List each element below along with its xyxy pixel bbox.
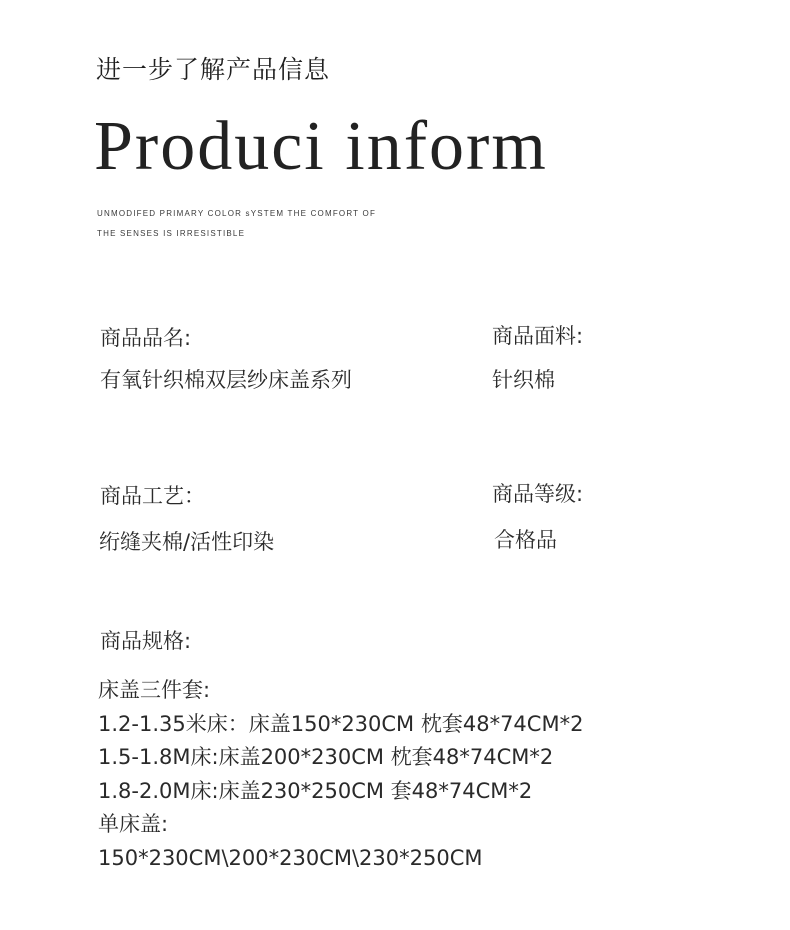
section-heading: 进一步了解产品信息 bbox=[96, 55, 331, 84]
tagline-line-2: THE SENSES IS IRRESISTIBLE bbox=[97, 229, 246, 238]
spec-line: 单床盖: bbox=[98, 812, 169, 836]
tagline-line-1: UNMODIFED PRIMARY COLOR sYSTEM THE COMFORT OF bbox=[97, 209, 377, 218]
grade-label: 商品等级: bbox=[492, 482, 584, 506]
spec-line: 1.5-1.8M床:床盖200*230CM 枕套48*74CM*2 bbox=[98, 745, 554, 769]
name-label: 商品品名: bbox=[100, 326, 192, 350]
grade-value: 合格品 bbox=[494, 528, 557, 552]
english-title: Produci inform bbox=[94, 108, 548, 185]
craft-label: 商品工艺： bbox=[100, 484, 205, 508]
craft-value: 绗缝夹棉/活性印染 bbox=[99, 530, 275, 554]
fabric-value: 针织棉 bbox=[492, 368, 555, 392]
spec-line: 150*230CM\200*230CM\230*250CM bbox=[98, 845, 483, 870]
fabric-label: 商品面料: bbox=[492, 324, 584, 348]
spec-label: 商品规格: bbox=[100, 629, 192, 653]
spec-line: 1.8-2.0M床:床盖230*250CM 套48*74CM*2 bbox=[98, 778, 533, 803]
spec-list bbox=[98, 674, 583, 875]
spec-line: 1.2-1.35米床：床盖150*230CM 枕套48*74CM*2 bbox=[98, 711, 584, 736]
name-value: 有氧针织棉双层纱床盖系列 bbox=[100, 368, 352, 392]
spec-line: 床盖三件套: bbox=[98, 678, 211, 702]
